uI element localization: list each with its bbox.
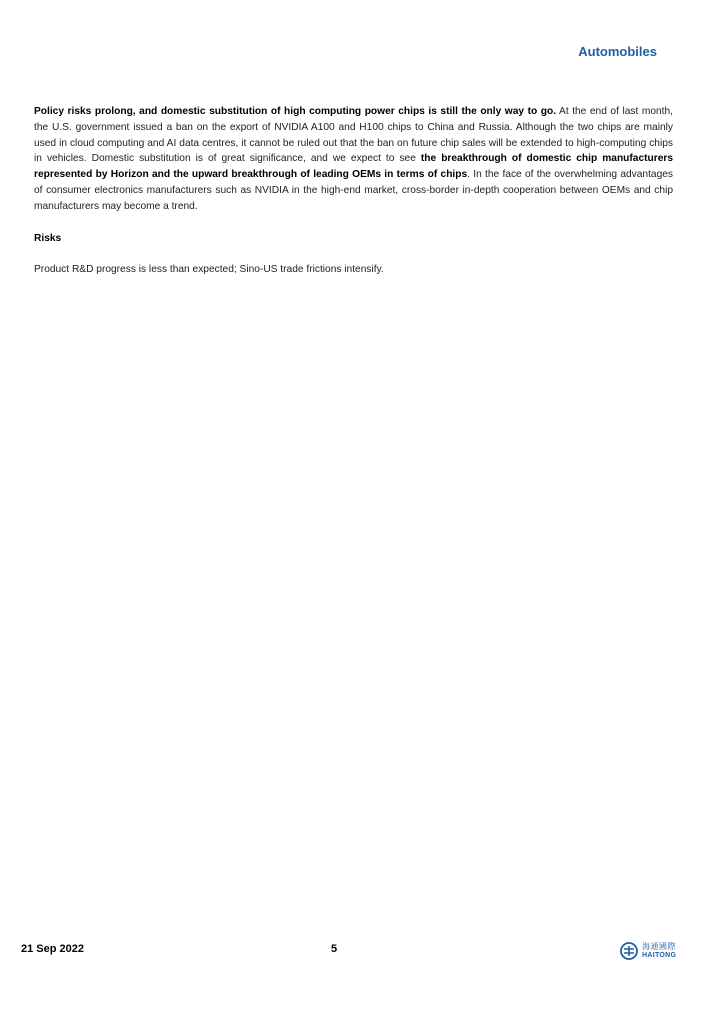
risks-text: Product R&D progress is less than expected; Sino-US trade frictions intensify. [34, 264, 384, 276]
policy-risk-text-2: . In the face of the overwhelming advantages of consumer electronics manufacturers such as NVIDIA in the high-end market, cross-border in-depth cooperation between OEMs and chip manufacturers may become a trend. [34, 169, 673, 212]
policy-risk-highlight: the breakthrough of domestic chip manufacturers represented by Horizon and the upward breakthrough of leading OEMs in terms of chips [34, 153, 673, 181]
page-number: 5 [331, 943, 338, 955]
footer-date: 21 Sep 2022 [21, 943, 84, 955]
policy-risk-lead: Policy risks prolong, and domestic substitution of high computing power chips is still the only way to go. [34, 106, 557, 117]
risks-heading: Risks [34, 232, 62, 244]
haitong-logo [620, 942, 676, 960]
policy-risk-paragraph [34, 104, 673, 215]
policy-risk-text-1: At the end of last month, the U.S. government issued a ban on the export of NVIDIA A100 and H100 chips to China and Russia. Although the two chips are mainly used in cloud computing and AI data centres, it cannot be ruled out that the ban on future chip sales will be extended to high-computing chips in vehicles. Domestic substitution is of great significance, and we expect to see [34, 106, 674, 165]
report-body [34, 104, 673, 294]
haitong-logo-icon [620, 942, 638, 960]
logo-chinese-text: 海通國際 [642, 942, 676, 951]
logo-english-text: HAITONG [642, 952, 677, 959]
section-title: Automobiles [578, 44, 657, 59]
